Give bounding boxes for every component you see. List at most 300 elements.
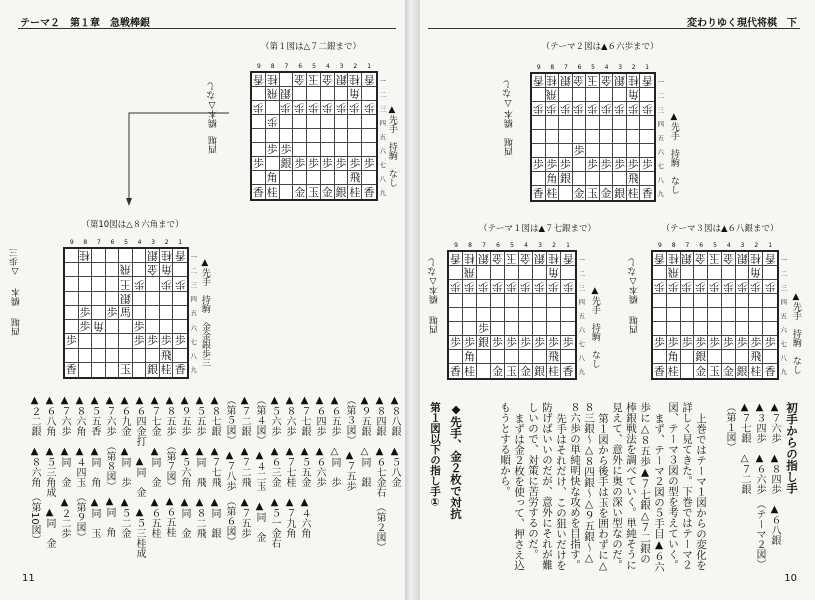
board-square [519,252,533,266]
board-square [749,336,763,350]
sente-piece: 歩 [321,157,333,170]
board-square [722,336,736,350]
board-square [667,336,681,350]
board-square [280,157,294,171]
board-square [477,266,491,280]
board-square [173,292,187,306]
sente-piece: 香 [65,363,77,377]
board-square [519,294,533,308]
sente-piece: 玉 [506,364,517,378]
gote-piece: 歩 [600,102,612,115]
gote-piece: 歩 [627,102,639,115]
board-square [65,306,79,320]
connector-arrow [126,110,230,210]
move-column: ▲６九金 ▲同 歩 ▲５二金 [119,395,130,538]
board-square [252,115,266,129]
file-numbers: 9 8 7 6 5 4 3 2 1 [454,242,570,249]
board-square [681,266,695,280]
gote-player-name: 橋本 [209,110,219,128]
move-column: ▲７七銀 △７二銀 [739,402,750,494]
board-square [681,280,695,294]
book-gutter [405,0,420,600]
diagram-theme-3 [625,222,815,392]
sente-piece: 桂 [750,364,762,378]
board-square [600,102,614,116]
board-square [519,308,533,322]
board-square [335,171,349,185]
board-square [280,87,294,101]
board-square [763,252,777,266]
board-square [586,116,600,130]
gote-piece: 銀 [147,249,159,263]
file-numbers: 9 8 7 6 5 4 3 2 1 [69,239,183,246]
board-square [321,185,335,199]
board-square [65,334,79,348]
board-square [653,336,667,350]
board-square [307,157,321,171]
board-square [133,249,147,263]
board-square [133,320,147,334]
gote-piece: 桂 [548,252,559,265]
gote-piece: 歩 [321,101,333,114]
sente-piece: 歩 [363,157,375,170]
board-square [280,143,294,157]
gote-piece: 飛 [464,266,475,279]
gote-piece: 歩 [349,101,361,114]
board-square [92,292,106,306]
board-square [92,320,106,334]
board-square [573,74,587,88]
board-square [133,306,147,320]
board-square [65,277,79,291]
gote-piece: 角 [548,266,559,279]
move-column: ▲７六歩 ▲同 金 ▲２二歩 [59,395,70,538]
board-square [681,336,695,350]
sente-piece: 歩 [546,158,558,171]
board-square [505,280,519,294]
board-square [173,263,187,277]
board-square [491,266,505,280]
gote-piece: 銀 [559,74,571,87]
board-square [559,102,573,116]
board-square [293,73,307,87]
diagram-theme-1-caption: （テーマ１図は▲７七銀まで） [478,224,597,234]
sente-piece: 歩 [492,336,503,349]
gote-piece: 歩 [562,280,574,293]
sente-piece: 歩 [695,336,707,349]
diagram-theme-2 [503,40,690,215]
gote-piece: 歩 [266,115,278,128]
sente-piece: 金 [492,364,503,378]
board-square [613,88,627,102]
sente-piece: 歩 [349,157,361,170]
sente-piece: 玉 [307,185,319,199]
board-square [627,144,641,158]
move-column: ▲８五歩 （第７図） ▲６五桂 [164,395,175,537]
board-square [307,73,321,87]
board-square [586,158,600,172]
paragraph: まずは金２枚を使って、押さえ込もうとする順から。 [499,402,525,570]
sente-piece: 玉 [119,363,131,377]
right-header-rule [428,28,800,29]
board-square [106,363,120,377]
board-square [79,334,93,348]
move-column: ▲６四金打 ▲同 金 ▲５三桂成 [134,395,145,558]
board-square [92,334,106,348]
board-square [573,158,587,172]
board-square [362,185,376,199]
left-header-rule [18,28,396,29]
gote-player-name: 橋本 [505,110,515,128]
sente-piece: 桂 [266,185,278,199]
board-square [532,144,546,158]
board-square [600,144,614,158]
gote-piece: 歩 [534,280,545,293]
gote-player-name: 橋本 [430,286,440,304]
diagram-theme-2-caption: （テーマ２図は▲６六歩まで） [541,42,659,52]
sente-piece: 歩 [79,305,91,319]
board-square [561,308,575,322]
board-square [106,306,120,320]
board-square [463,294,477,308]
board-square [173,334,187,348]
board-square [546,116,560,130]
rank-numbers: 一 二 三 四 五 六 七 八 九 [657,77,664,198]
move-column: ▲７六歩 ▲８四歩 ▲６八銀 [769,402,780,545]
board-square [266,115,280,129]
board-square [561,350,575,364]
board-square [573,144,587,158]
board-square [694,294,708,308]
board-square [505,350,519,364]
board-square [559,144,573,158]
board-square [491,308,505,322]
gote-piece: 玉 [506,252,517,265]
board-square [736,308,750,322]
board-square [561,266,575,280]
board-square [722,294,736,308]
board-square [533,308,547,322]
gote-piece: 歩 [722,280,734,293]
board-square [708,364,722,378]
diagram-theme-2-board [530,64,664,202]
board-square [106,320,120,334]
board-square [749,308,763,322]
board-square [266,129,280,143]
gote-piece: 歩 [750,280,762,293]
gote-piece: 桂 [667,252,679,265]
sente-piece: 香 [562,364,574,378]
board-square [547,280,561,294]
sente-piece: 歩 [532,158,544,171]
sente-piece: 歩 [65,334,77,348]
board-square [694,350,708,364]
board-square [491,336,505,350]
board-square [92,363,106,377]
board-square [763,364,777,378]
rank-numbers: 一 二 三 四 五 六 七 八 九 [578,255,585,376]
sente-piece: 歩 [478,322,489,335]
board-square [505,252,519,266]
sente-piece: 香 [532,186,544,200]
board-square [463,322,477,336]
board-square [653,266,667,280]
board-square [749,350,763,364]
commentary-text [482,402,708,572]
board-square [307,115,321,129]
board-square [449,364,463,378]
sente-piece: 歩 [764,336,776,349]
board-square [532,172,546,186]
board-square [547,350,561,364]
move-column: ▲５五歩 ▲同 飛 ▲８二飛 [194,395,205,538]
board-square [348,73,362,87]
board-square [173,249,187,263]
sente-piece: 香 [450,364,461,378]
board-square [449,322,463,336]
board-square [119,263,133,277]
board-square [463,336,477,350]
board-square [600,172,614,186]
sente-piece: 香 [363,185,375,199]
gote-piece: 角 [92,320,104,334]
board-square [335,157,349,171]
board-square [561,364,575,378]
diagram-1-caption: （第１図は△７二銀まで） [260,42,362,52]
gote-piece: 桂 [546,74,558,87]
board-square [79,277,93,291]
sente-piece: 歩 [294,157,306,170]
board-square [335,185,349,199]
sente-piece: 歩 [252,157,264,170]
board-square [561,322,575,336]
board-square [532,130,546,144]
gote-piece: 香 [764,252,776,265]
gote-piece: 歩 [559,102,571,115]
sente-player-name: 西堀 [209,136,219,154]
board-square [561,294,575,308]
sente-piece: 銀 [614,186,626,200]
board-square [708,252,722,266]
sente-piece: 銀 [280,157,292,170]
board-square [79,292,93,306]
board-square [335,115,349,129]
board-square [519,350,533,364]
board-square [280,129,294,143]
gote-piece: 香 [641,74,653,87]
board-square [600,88,614,102]
board-square [573,186,587,200]
board-square [532,116,546,130]
board-square [533,350,547,364]
gote-piece: 金 [520,252,531,265]
sente-hand-label: ▲先手 持駒 金金銀歩三 [199,258,210,367]
gote-piece: 角 [349,87,361,100]
board-square [613,130,627,144]
board-square [653,252,667,266]
board-square [321,129,335,143]
board-square [722,322,736,336]
gote-piece: 歩 [174,277,186,291]
board-square [280,101,294,115]
gote-piece: 歩 [294,101,306,114]
board-square [362,129,376,143]
board-square [681,322,695,336]
board-square [491,294,505,308]
move-column: ▲８六歩 ▲７七桂 ▲７九角 [284,395,295,538]
sente-piece: 歩 [133,320,145,334]
board-square [627,74,641,88]
board-square [546,172,560,186]
diagram-10 [10,218,220,393]
board-square [519,280,533,294]
board-square [160,349,174,363]
board-square [533,294,547,308]
board-square [449,294,463,308]
board-square [667,364,681,378]
board-square [532,102,546,116]
board-square [708,308,722,322]
board-square [307,185,321,199]
sente-piece: 歩 [653,336,665,349]
sente-piece: 歩 [280,143,292,156]
board-square [505,308,519,322]
board-square [146,334,160,348]
gote-piece: 角 [750,266,762,279]
board-square [708,294,722,308]
board-square [477,336,491,350]
board-square [722,350,736,364]
board-square [280,185,294,199]
board-square [546,74,560,88]
board-square [640,158,654,172]
board-square [293,115,307,129]
move-column: ▲５六歩 ▲６三金 ▲５一金右 [269,395,280,548]
sente-piece: 角 [266,171,278,184]
board-square [694,252,708,266]
gote-piece: 歩 [280,101,292,114]
move-column: ▲８八銀 ▲５八金 [389,395,400,487]
board-square [160,363,174,377]
board-square [491,364,505,378]
sente-piece: 歩 [307,157,319,170]
sente-piece: 歩 [750,336,762,349]
board-square [736,336,750,350]
board-square [573,88,587,102]
sente-piece: 金 [321,185,333,199]
board-square [106,263,120,277]
sente-piece: 歩 [106,305,118,319]
board-square [321,115,335,129]
board-square [92,249,106,263]
board-square [667,294,681,308]
board-square [561,252,575,266]
board-square [266,185,280,199]
board-square [694,280,708,294]
gote-piece: 香 [450,252,461,265]
sente-piece: 銀 [736,364,748,378]
board-square [763,266,777,280]
board-square [653,364,667,378]
board-square [667,252,681,266]
file-numbers: 9 8 7 6 5 4 3 2 1 [536,64,650,71]
board-square [640,116,654,130]
move-column: ▲６五歩 △同 歩 [329,395,340,487]
gote-piece: 歩 [478,280,489,293]
move-column: （第５図） ▲７八歩 （第６図） [224,395,235,546]
board-square [477,252,491,266]
diagram-theme-3-board [651,242,787,380]
sente-player-name: 西堀 [505,138,515,156]
board-square [547,364,561,378]
gote-piece: 歩 [708,280,720,293]
rank-numbers: 一 二 三 四 五 六 七 八 九 [190,252,197,375]
board-square [613,74,627,88]
board-square [749,364,763,378]
board-square [266,143,280,157]
move-column: ▲９五銀 △同 銀 [359,395,370,487]
board-square [348,129,362,143]
move-column: （第３図） ▲７五歩 [344,395,355,491]
gote-piece: 銀 [681,252,693,265]
board-square [307,143,321,157]
board-square [133,349,147,363]
move-column: ▲７七金 ▲同 金 ▲６五桂 [149,395,160,538]
right-page [420,0,815,600]
board-square [627,102,641,116]
gote-piece: 飛 [266,87,278,100]
sente-piece: 歩 [641,158,653,171]
board-square [335,87,349,101]
board-square [173,349,187,363]
diagram-theme-1 [425,222,620,392]
board-square [640,102,654,116]
gote-piece: 歩 [573,102,585,115]
gote-piece: 銀 [478,252,489,265]
gote-piece: 歩 [252,101,264,114]
board-square [307,101,321,115]
rank-numbers: 一 二 三 四 五 六 七 八 九 [379,76,386,197]
board-square [505,336,519,350]
rank-numbers: 一 二 三 四 五 六 七 八 九 [780,255,787,376]
board-square [106,292,120,306]
gote-piece: 歩 [695,280,707,293]
board-square [106,249,120,263]
board-square [463,350,477,364]
gote-piece: 玉 [586,74,598,87]
paragraph: まず、テーマ２図の５手目▲６六歩に△８五歩▲７七銀△７二銀の棒銀戦法を調べていく。単純そうに見えて、意外に奥の深い型なのだ。 [611,402,665,572]
board-square [463,280,477,294]
move-column: （第１図） [724,402,735,452]
board-square [763,322,777,336]
sente-piece: 歩 [266,143,278,156]
gote-piece: 金 [321,73,333,86]
board-square [160,292,174,306]
sente-piece: 飛 [160,348,172,362]
gote-piece: 歩 [492,280,503,293]
board-square [65,292,79,306]
board-square [681,364,695,378]
gote-piece: 金 [294,73,306,86]
sente-piece: 歩 [614,158,626,171]
sente-piece: 玉 [586,186,598,200]
board-square [519,336,533,350]
sente-hand-label: ▲先手 持駒 なし [790,292,801,374]
board-square [559,74,573,88]
board-square [640,172,654,186]
board-square [252,157,266,171]
sente-piece: 金 [695,364,707,378]
